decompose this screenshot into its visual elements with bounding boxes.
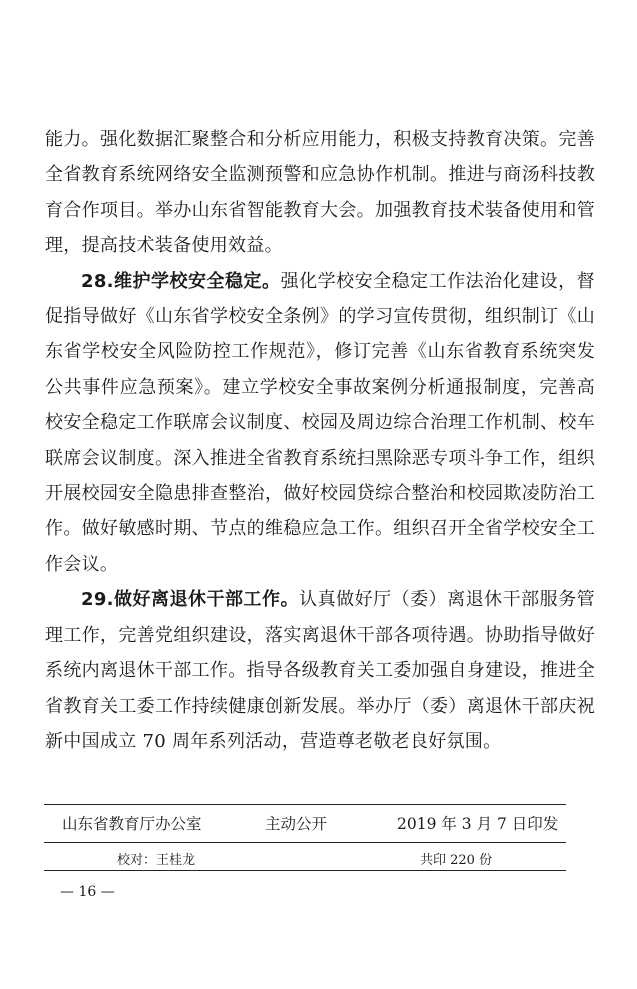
footer-bottom-rule <box>44 870 566 871</box>
paragraph-continuation-text: 能力。强化数据汇聚整合和分析应用能力，积极支持教育决策。完善全省教育系统网络安全监测预警和应急协作机制。推进与商汤科技教育合作项目。举办山东省智能教育大会。加强教育技术装备使用和管理，提高技术装备使用效益。 <box>45 129 595 257</box>
body-text <box>45 122 595 759</box>
item-28-text: 强化学校安全稳定工作法治化建设，督促指导做好《山东省学校安全条例》的学习宣传贯彻，组织制订《山东省学校安全风险防控工作规范》，修订完善《山东省教育系统突发公共事件应急预案》。建立学校安全事故案例分析通报制度，完善高校安全稳定工作联席会议制度、校园及周边综合治理工作机制、校车联席会议制度。深入推进全省教育系统扫黑除恶专项斗争工作，组织开展校园安全隐患排查整治，做好校园贷综合整治和校园欺凌防治工作。做好敏感时期、节点的维稳应急工作。组织召开全省学校安全工作会议。 <box>45 270 595 575</box>
issuer-label: 山东省教育厅办公室 <box>62 815 202 833</box>
footer-middle-rule <box>44 842 566 843</box>
page-number: — 16 — <box>60 884 115 900</box>
item-29-heading: 29.做好离退休干部工作。 <box>81 589 300 611</box>
disclosure-label: 主动公开 <box>265 815 328 833</box>
paragraph-item-28 <box>45 264 595 583</box>
proofreader-label: 校对：王桂龙 <box>117 853 196 868</box>
copies-label: 共印 220 份 <box>420 853 493 868</box>
paragraph-item-29 <box>45 582 595 759</box>
item-29-text: 认真做好厅（委）离退休干部服务管理工作，完善党组织建设，落实离退休干部各项待遇。协助指导做好系统内离退休干部工作。指导各级教育关工委加强自身建设，推进全省教育关工委工作持续健康创新发展。举办厅（委）离退休干部庆祝新中国成立 70 周年系列活动，营造尊老敬老良好氛围。 <box>45 589 595 752</box>
footer-top-rule <box>44 804 566 805</box>
issue-date-label: 2019 年 3 月 7 日印发 <box>397 815 559 833</box>
paragraph-continuation <box>45 122 595 264</box>
item-28-heading: 28.维护学校安全稳定。 <box>81 270 281 292</box>
